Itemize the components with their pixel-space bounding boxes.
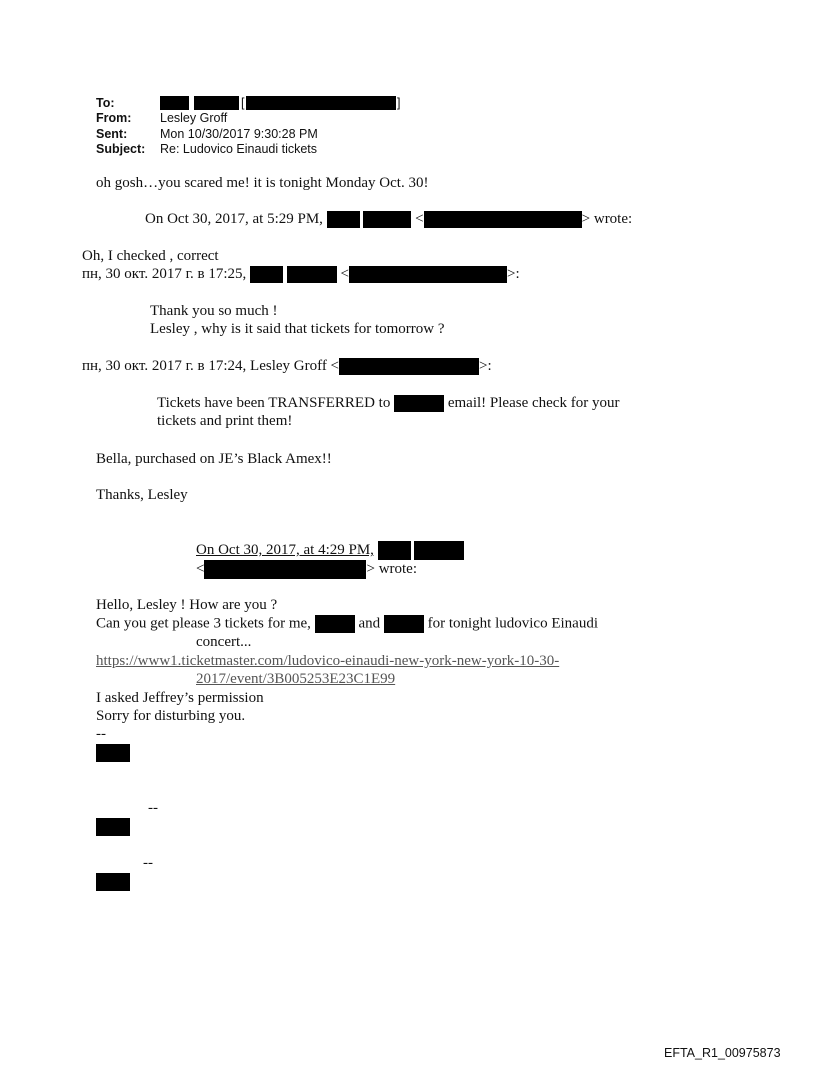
ask-continuation: concert...	[196, 634, 252, 650]
subject-row	[96, 142, 516, 158]
document-id: EFTA_R1_00975873	[664, 1046, 781, 1060]
bracket-right: ]	[397, 96, 401, 110]
redaction-block	[287, 266, 337, 283]
redaction-block	[204, 560, 366, 579]
redaction-block	[160, 96, 189, 110]
sent-value: Mon 10/30/2017 9:30:28 PM	[160, 127, 318, 141]
redaction-block	[414, 541, 464, 560]
transfer-text-post: email! Please check for your	[447, 395, 620, 411]
signature-dash: --	[96, 726, 106, 742]
angle-close: >	[366, 560, 375, 577]
redaction-block	[394, 395, 444, 412]
quote-header-1	[145, 211, 632, 228]
bella-line: Bella, purchased on JE’s Black Amex!!	[96, 451, 332, 467]
quote-header-4-wrote: wrote:	[378, 560, 418, 577]
transfer-line-1	[157, 395, 619, 412]
quote-header-4-text: On Oct 30, 2017, at 4:29 PM,	[196, 541, 374, 558]
quote-header-1-wrote: wrote:	[593, 211, 633, 227]
email-header	[96, 96, 516, 158]
ask-text-post: for tonight ludovico Einaudi	[427, 615, 598, 632]
quote-header-3	[82, 358, 492, 375]
ask-text-pre: Can you get please 3 tickets for me,	[96, 615, 311, 632]
reply-line: oh gosh…you scared me! it is tonight Monday Oct. 30!	[96, 175, 429, 191]
sent-row	[96, 127, 516, 143]
ticketmaster-link-cont[interactable]: 2017/event/3B005253E23C1E99	[196, 671, 396, 687]
thanks-line-2: Lesley , why is it said that tickets for tomorrow ?	[150, 321, 445, 337]
from-value: Lesley Groff	[160, 111, 228, 125]
quote-header-1-text: On Oct 30, 2017, at 5:29 PM,	[145, 211, 323, 227]
transfer-text-pre: Tickets have been TRANSFERRED to	[157, 395, 391, 411]
redaction-block	[349, 266, 507, 283]
ticketmaster-link[interactable]: https://www1.ticketmaster.com/ludovico-einaudi-new-york-new-york-10-30-	[96, 653, 560, 669]
redaction-block	[363, 211, 411, 228]
ask-line	[96, 615, 598, 633]
transfer-line-2: tickets and print them!	[157, 413, 293, 429]
thanks-line-1: Thank you so much !	[150, 303, 278, 319]
quote-header-2	[82, 266, 520, 283]
angle-open: <	[196, 560, 205, 577]
permission-line: I asked Jeffrey’s permission	[96, 690, 264, 706]
sent-label: Sent:	[96, 127, 128, 141]
quote-header-3-text: пн, 30 окт. 2017 г. в 17:24, Lesley Groff <	[82, 358, 340, 374]
to-row	[96, 96, 516, 112]
redaction-block	[250, 266, 283, 283]
signoff-line: Thanks, Lesley	[96, 487, 188, 503]
angle-open: <	[340, 266, 350, 282]
signature-dash: --	[148, 800, 158, 816]
from-label: From:	[96, 111, 132, 125]
redaction-block	[424, 211, 582, 228]
bracket-left: [	[241, 96, 245, 110]
angle-close: >	[581, 211, 591, 227]
subject-value: Re: Ludovico Einaudi tickets	[160, 142, 318, 156]
quote-header-4-line-2	[196, 560, 417, 579]
redaction-block	[246, 96, 396, 110]
redaction-block	[194, 96, 239, 110]
angle-open: <	[415, 211, 424, 227]
ask-text-and: and	[358, 615, 381, 632]
to-label: To:	[96, 96, 115, 110]
quote-header-4	[196, 541, 464, 560]
sorry-line: Sorry for disturbing you.	[96, 708, 246, 724]
redaction-block	[327, 211, 360, 228]
quote-header-2-end: >:	[507, 266, 520, 282]
redaction-block	[339, 358, 479, 375]
redaction-block	[378, 541, 411, 560]
redaction-block	[96, 873, 130, 891]
redaction-block	[96, 744, 130, 762]
subject-label: Subject:	[96, 142, 146, 156]
quote-header-3-end: >:	[479, 358, 492, 374]
from-row	[96, 111, 516, 127]
redaction-block	[315, 615, 355, 633]
quote-header-2-text: пн, 30 окт. 2017 г. в 17:25,	[82, 266, 247, 282]
redaction-block	[96, 818, 130, 836]
redaction-block	[384, 615, 424, 633]
signature-dash: --	[143, 855, 153, 871]
checked-line: Oh, I checked , correct	[82, 248, 219, 264]
hello-line: Hello, Lesley ! How are you ?	[96, 597, 278, 613]
